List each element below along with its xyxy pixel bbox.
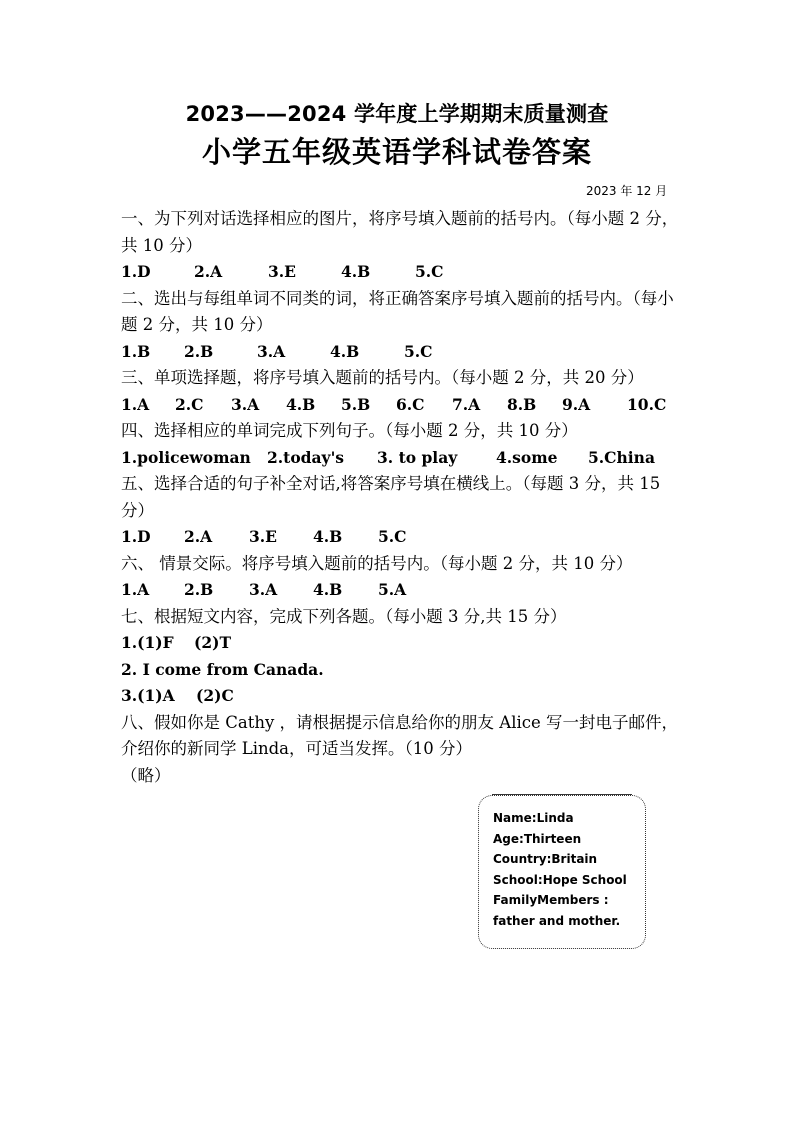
section-8-question: 八、假如你是 Cathy ，请根据提示信息给你的朋友 Alice 写一封电子邮件，介绍你的新同学 Linda，可适当发挥。（10 分） — [121, 712, 678, 758]
section-7-answer-2: 2. I come from Canada. — [121, 659, 324, 679]
info-line-family-value: father and mother. — [493, 913, 621, 928]
answer-item: 1.policewoman — [121, 447, 251, 467]
answer-item: 2.B — [184, 580, 214, 599]
section-2-answers — [121, 339, 681, 366]
answer-item: 3.E — [268, 262, 296, 281]
section-3-answers — [121, 392, 681, 419]
answer-item: 9.A — [562, 394, 591, 414]
section-6-answers — [121, 577, 681, 604]
answer-item: 2.today's — [267, 447, 345, 467]
answer-item: 5.A — [378, 580, 407, 599]
section-4-question: 四、选择相应的单词完成下列句子。（每小题 2 分，共 10 分） — [121, 421, 578, 440]
info-line-age: Age:Thirteen — [493, 831, 582, 846]
answer-item: 4.B — [341, 262, 371, 281]
answer-item: 4.B — [330, 341, 360, 361]
answer-item: (2)T — [194, 633, 231, 652]
info-line-country: Country:Britain — [493, 852, 598, 866]
answer-item: 1.(1)F — [121, 633, 174, 652]
answer-item: 4.B — [313, 527, 343, 546]
answer-item: 3.E — [249, 527, 277, 546]
section-7-answer-3 — [121, 683, 681, 710]
section-3-question: 三、单项选择题，将序号填入题前的括号内。（每小题 2 分，共 20 分） — [121, 368, 644, 387]
section-5-answers — [121, 524, 681, 551]
answer-item: 3.A — [249, 580, 278, 599]
answer-item: 5.B — [341, 394, 371, 414]
info-line-name: Name:Linda — [493, 811, 574, 825]
title-line2: 小学五年级英语学科试卷答案 — [201, 135, 592, 169]
answer-item: 1.D — [121, 262, 151, 281]
section-7-question: 七、根据短文内容，完成下列各题。（每小题 3 分,共 15 分） — [121, 606, 567, 626]
answer-item: 2.A — [184, 527, 213, 546]
answer-item: (2)C — [196, 686, 234, 705]
section-7-answer-1 — [121, 630, 681, 657]
answer-content — [121, 206, 681, 789]
section-8-answer: （略） — [121, 765, 171, 785]
answer-item: 6.C — [396, 394, 425, 414]
date-label: 2023 年 12 月 — [586, 184, 668, 198]
answer-item: 5.C — [415, 262, 444, 281]
info-box-lines — [493, 808, 627, 931]
answer-item: 1.B — [121, 341, 151, 361]
answer-item: 7.A — [452, 394, 481, 414]
section-4-answers — [121, 445, 681, 472]
info-box — [478, 795, 646, 949]
answer-item: 2.C — [175, 394, 204, 414]
answer-item: 3.A — [231, 394, 260, 414]
answer-item: 3. to play — [377, 447, 458, 467]
answer-item: 3.(1)A — [121, 686, 175, 705]
section-5-question: 五、选择合适的句子补全对话,将答案序号填在横线上。（每题 3 分，共 15 分） — [121, 474, 661, 520]
answer-item: 2.B — [184, 341, 214, 361]
title-line1: 2023——2024 学年度上学期期末质量测查 — [185, 102, 609, 126]
section-1-answers — [121, 259, 681, 286]
answer-item: 4.B — [313, 580, 343, 599]
answer-item: 10.C — [627, 394, 667, 414]
answer-item: 3.A — [257, 341, 286, 361]
section-6-question: 六、 情景交际。将序号填入题前的括号内。（每小题 2 分，共 10 分） — [121, 553, 633, 573]
section-1-question: 一、为下列对话选择相应的图片，将序号填入题前的括号内。（每小题 2 分，共 10 分） — [121, 209, 679, 255]
info-line-family-label: FamilyMembers : — [493, 893, 609, 907]
answer-item: 1.A — [121, 394, 150, 414]
answer-item: 2.A — [194, 262, 223, 281]
answer-item: 5.China — [588, 447, 655, 467]
section-2-question: 二、选出与每组单词不同类的词，将正确答案序号填入题前的括号内。（每小题 2 分，共 10 分） — [121, 288, 674, 334]
info-line-school: School:Hope School — [493, 872, 627, 887]
answer-item: 5.C — [378, 527, 407, 546]
answer-item: 8.B — [507, 394, 537, 414]
answer-item: 4.some — [496, 447, 558, 467]
answer-item: 5.C — [404, 341, 433, 361]
answer-item: 4.B — [286, 394, 316, 414]
answer-item: 1.D — [121, 527, 151, 546]
answer-item: 1.A — [121, 580, 150, 599]
